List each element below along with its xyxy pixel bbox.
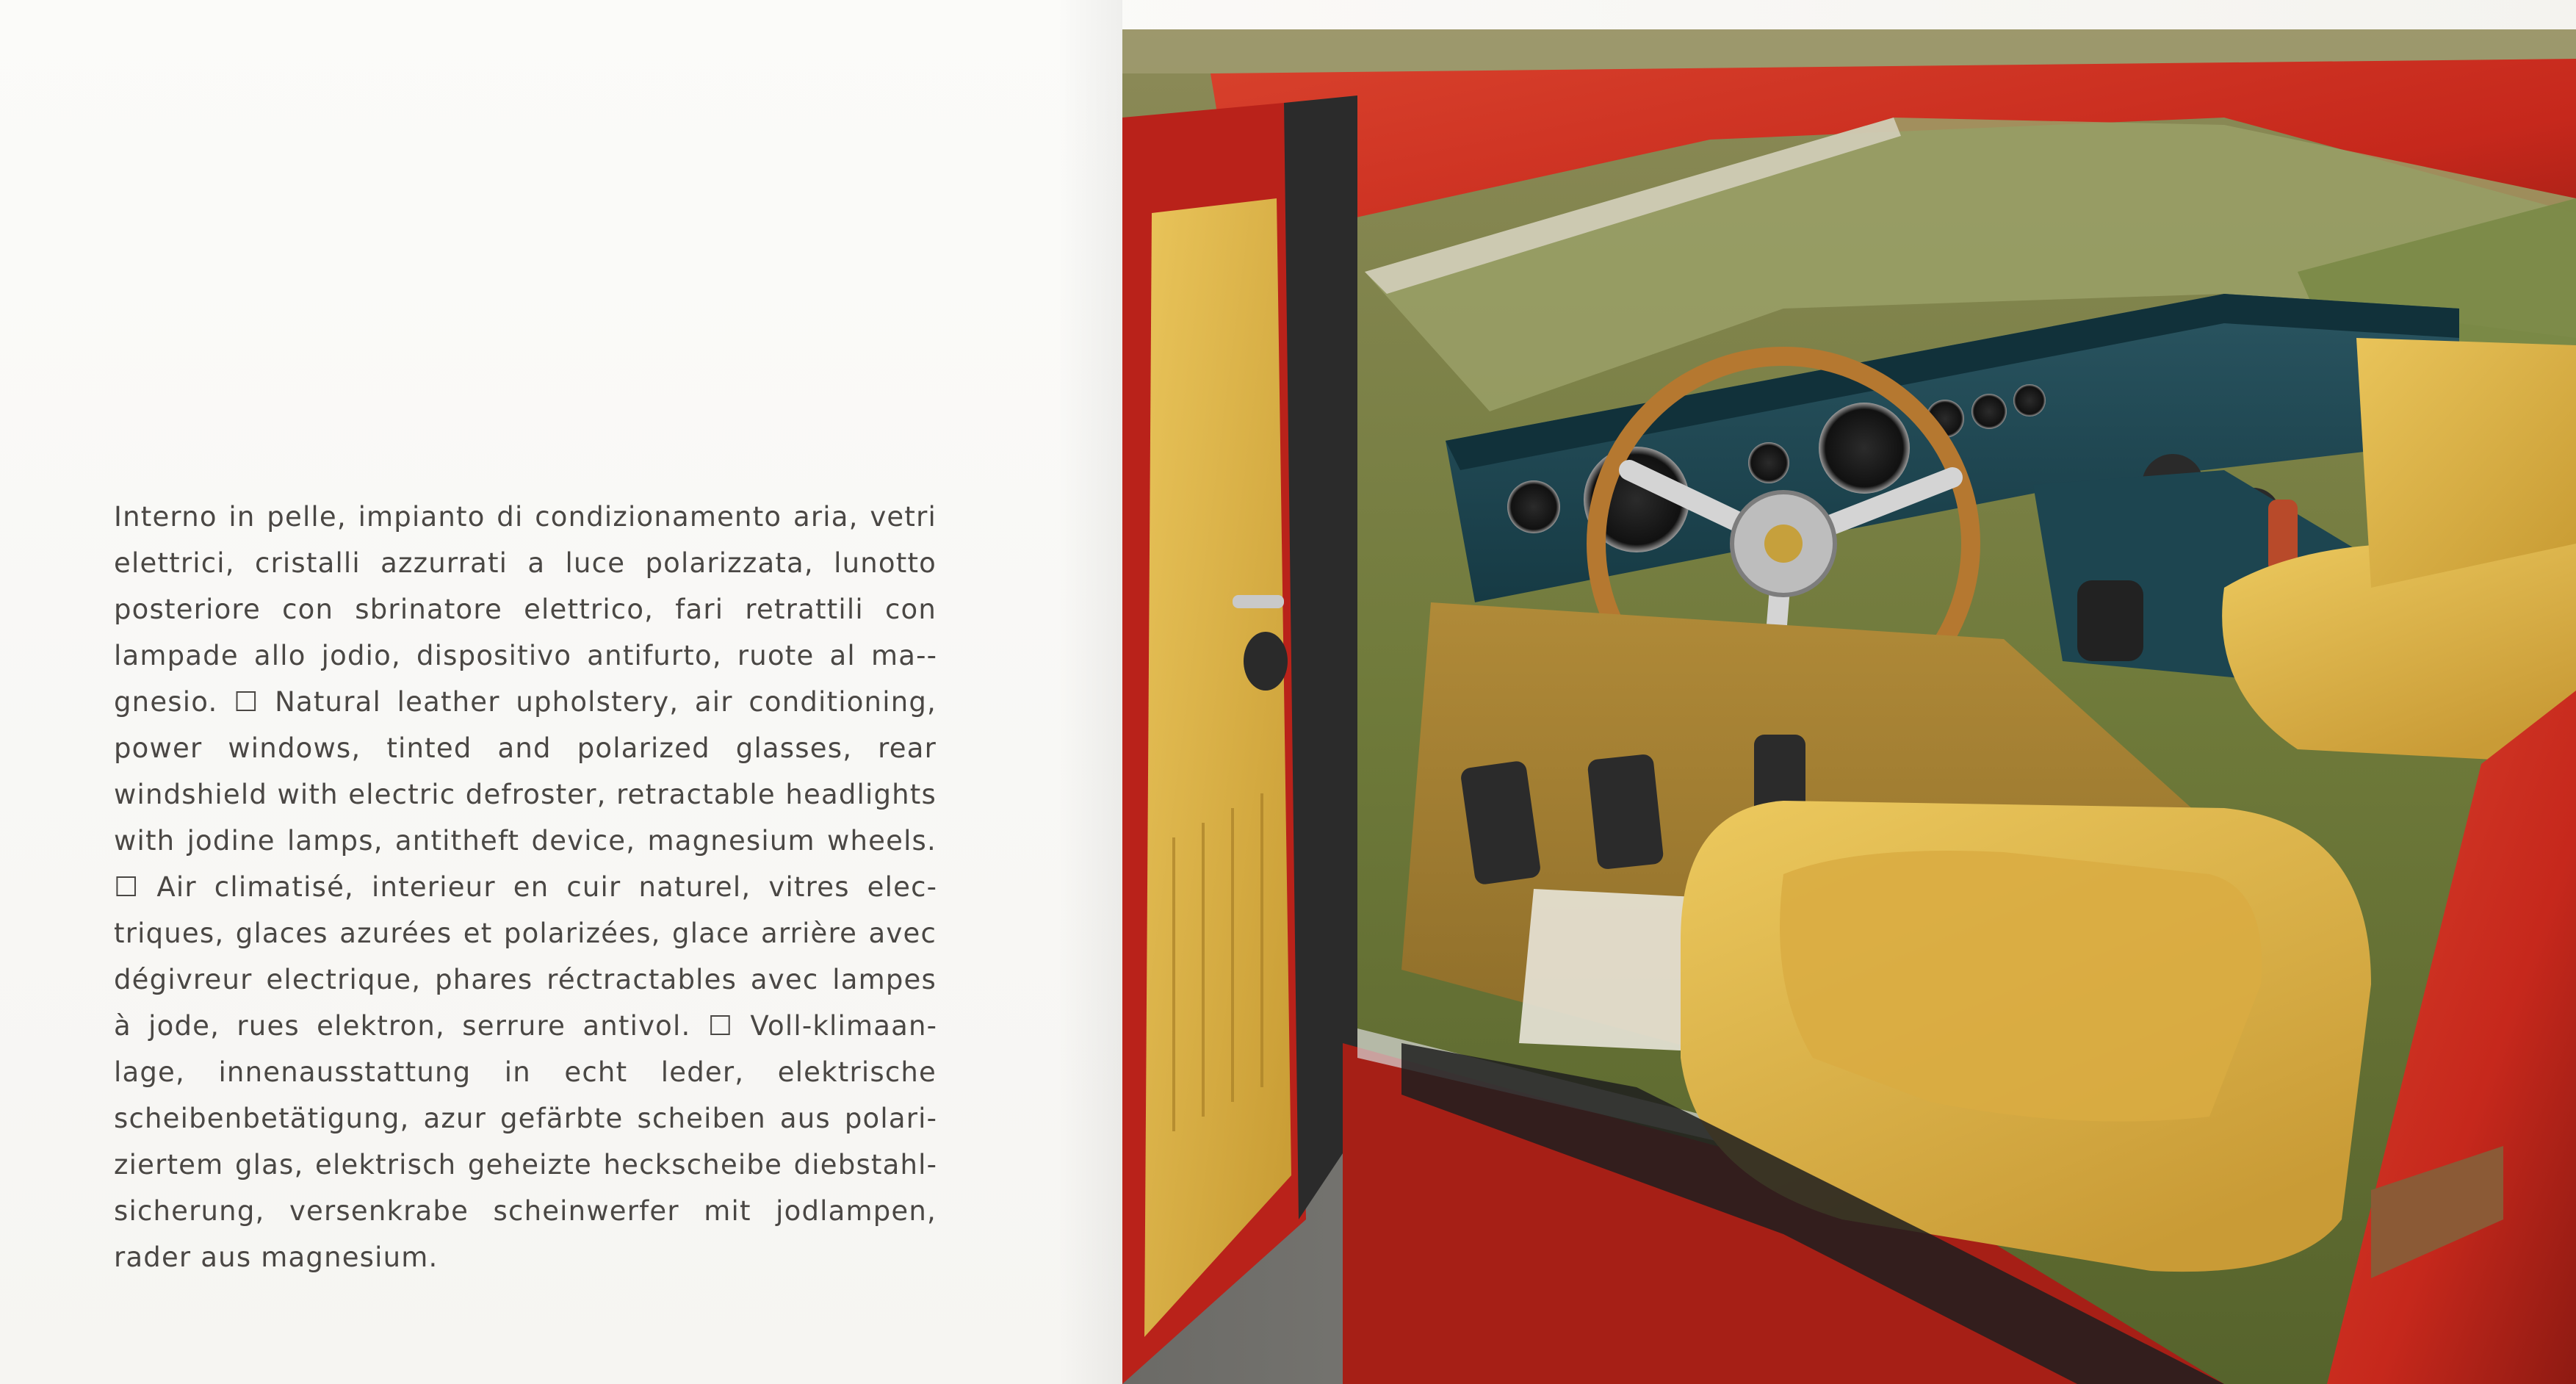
car-interior-photo (1122, 29, 2576, 1384)
passenger-door-panel (2356, 338, 2576, 588)
description-paragraph: Interno in pelle, impianto di condizionamento aria, vetri elettrici, cristalli azzurrati a luce polarizzata, lunotto posteriore con sbrinatore elettrico, fari retrattili con lampade allo jodio, dispositivo antifurto, ruote al ma-gnesio. ☐ Natural leather upholstery, air conditioning, power windows, tinted and polarized glasses, rear windshield with electric defroster, retractable headlights with jodine lamps, antitheft device, magnesium wheels. ☐ Air climatisé, interieur en cuir naturel, vitres electriques, glaces azurées et polarizées, glace arrière avec dégivreur electrique, phares réctractables avec lampes à jode, rues elektron, serrure antivol. ☐ Voll-klimaanlage, innenausstattung in echt leder, elektrische scheibenbetätigung, azur gefärbte scheiben aus polariziertem glas, elektrisch geheizte heckscheibe diebstahlsicherung, versenkrabe scheinwerfer mit jodlampen, rader aus magnesium. (114, 501, 937, 1273)
page-gutter-shadow (1058, 0, 1122, 1384)
door-panel (1144, 198, 1291, 1337)
tachometer-gauge (1819, 403, 1910, 494)
door-speaker (1244, 632, 1288, 691)
text-page (0, 0, 1122, 1384)
door-handle (1233, 595, 1284, 608)
